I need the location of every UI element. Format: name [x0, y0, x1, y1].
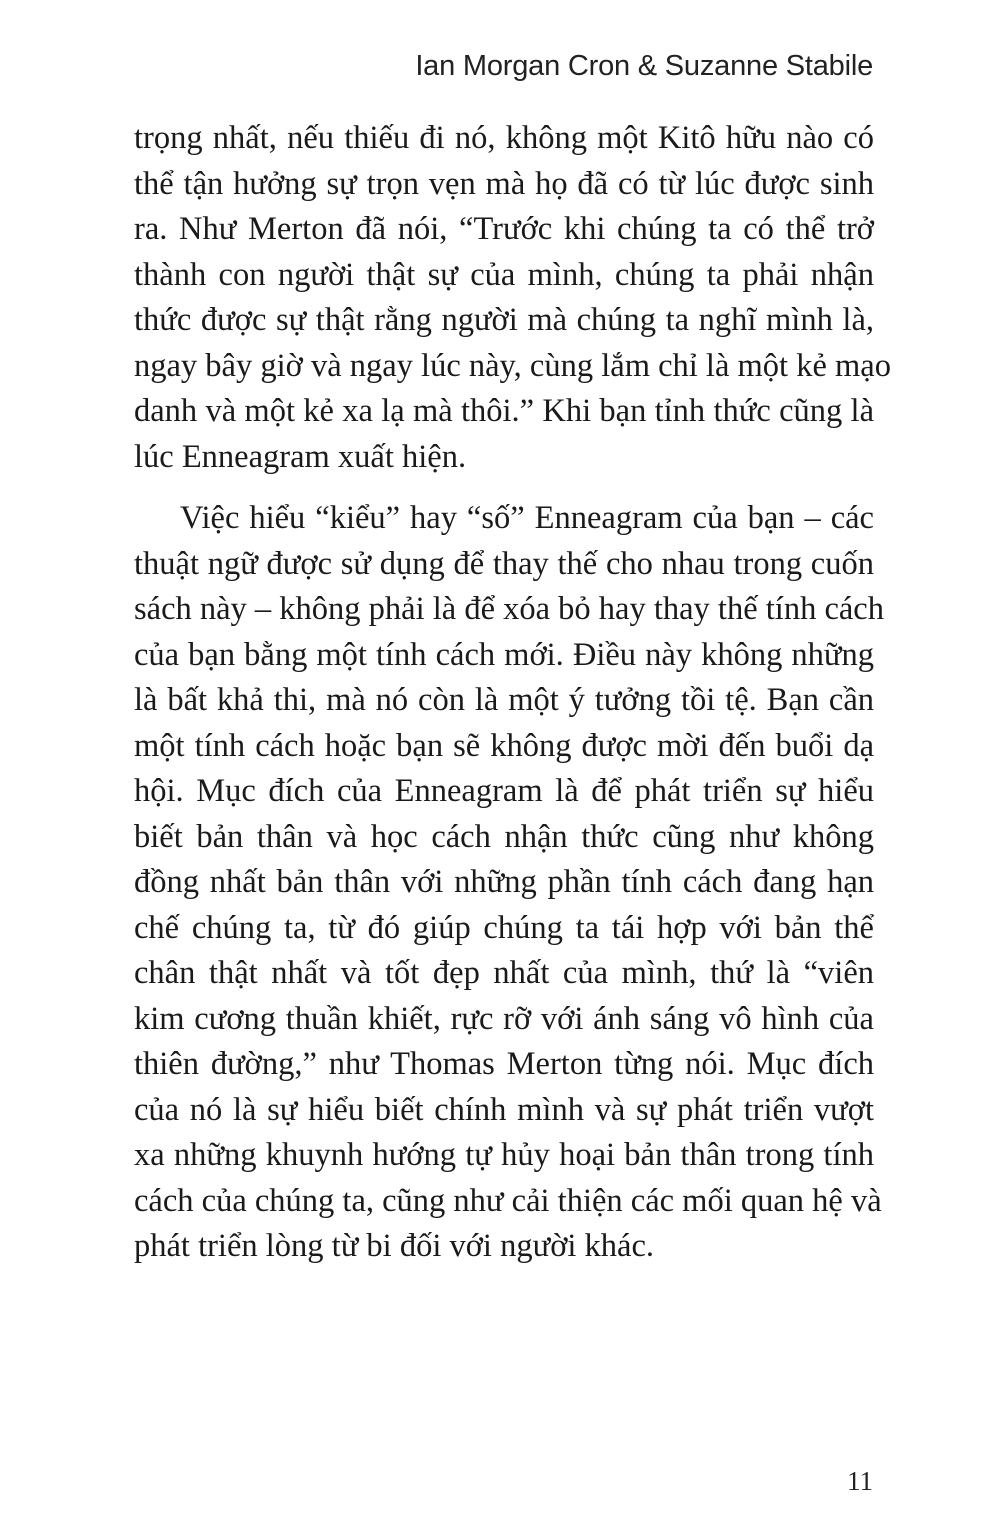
page-number: 11 — [847, 1466, 873, 1496]
text-line: thành con người thật sự của mình, chúng ta phải nhận — [134, 256, 874, 293]
text-line: ra. Như Merton đã nói, “Trước khi chúng ta có thể trở — [134, 211, 874, 247]
paragraph-2 — [134, 496, 884, 1270]
text-line: thể tận hưởng sự trọn vẹn mà họ đã có từ lúc được sinh — [134, 165, 874, 202]
text-line: xa những khuynh hướng tự hủy hoại bản thân trong tính — [134, 1137, 874, 1173]
text-line: thức được sự thật rằng người mà chúng ta nghĩ mình là, — [134, 302, 874, 338]
text-line: chế chúng ta, từ đó giúp chúng ta tái hợp với bản thể — [134, 909, 874, 946]
text-line: trọng nhất, nếu thiếu đi nó, không một Kitô hữu nào có — [134, 120, 874, 156]
text-line: hội. Mục đích của Enneagram là để phát triển sự hiểu — [134, 773, 874, 809]
running-header: Ian Morgan Cron & Suzanne Stabile — [415, 50, 873, 82]
text-line: Việc hiểu “kiểu” hay “số” Enneagram của bạn – các — [180, 500, 874, 536]
text-line: kim cương thuần khiết, rực rỡ với ánh sáng vô hình của — [134, 1000, 874, 1037]
text-line: đồng nhất bản thân với những phần tính cách đang hạn — [134, 864, 874, 900]
text-line: là bất khả thi, mà nó còn là một ý tưởng tồi tệ. Bạn cần — [134, 682, 874, 718]
text-line: của nó là sự hiểu biết chính mình và sự phát triển vượt — [134, 1091, 874, 1128]
paragraph-1 — [134, 116, 891, 480]
text-line: biết bản thân và học cách nhận thức cũng như không — [134, 818, 874, 855]
text-line: thiên đường,” như Thomas Merton từng nói. Mục đích — [134, 1046, 874, 1082]
text-line: sách này – không phải là để xóa bỏ hay thay thế tính cách — [134, 591, 884, 627]
text-line: lúc Enneagram xuất hiện. — [134, 438, 467, 475]
text-line: chân thật nhất và tốt đẹp nhất của mình, thứ là “viên — [134, 955, 874, 991]
text-line: phát triển lòng từ bi đối với người khác. — [134, 1228, 655, 1264]
text-line: một tính cách hoặc bạn sẽ không được mời đến buổi dạ — [134, 727, 874, 764]
text-line: ngay bây giờ và ngay lúc này, cùng lắm chỉ là một kẻ mạo — [134, 347, 891, 384]
text-line: danh và một kẻ xa lạ mà thôi.” Khi bạn tỉnh thức cũng là — [134, 393, 874, 429]
text-line: thuật ngữ được sử dụng để thay thế cho nhau trong cuốn — [134, 545, 874, 582]
text-line: của bạn bằng một tính cách mới. Điều này không những — [134, 636, 874, 673]
text-line: cách của chúng ta, cũng như cải thiện các mối quan hệ và — [134, 1182, 882, 1219]
